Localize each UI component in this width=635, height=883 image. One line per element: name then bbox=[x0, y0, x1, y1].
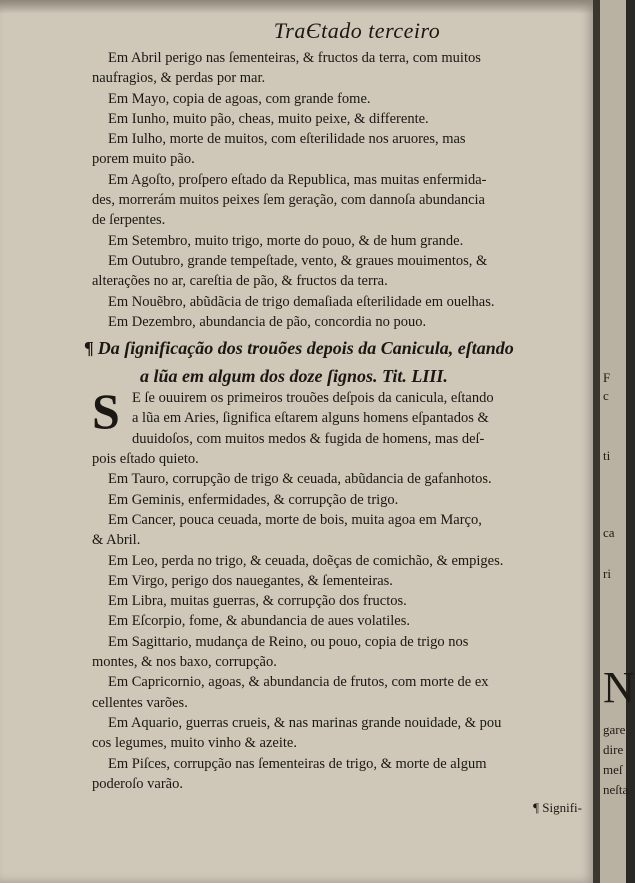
text-line: duuidoſos, com muitos medos & fugida de homens, mas deſ- bbox=[132, 430, 485, 447]
text-line: Em Eſcorpio, fome, & abundancia de aues volatiles. bbox=[108, 613, 410, 630]
text-line: Em Abril perigo nas ſementeiras, & fructos da terra, com muitos bbox=[108, 50, 481, 66]
text-line: Em Setembro, muito trigo, morte do pouo, & de hum grande. bbox=[108, 232, 464, 249]
text-line: Em Aquario, guerras crueis, & nas marinas grande nouidade, & pou bbox=[108, 714, 502, 731]
signs-list bbox=[92, 469, 582, 794]
running-header: TraЄtado terceiro bbox=[273, 18, 441, 43]
page-fragment: ca bbox=[603, 525, 615, 540]
text-line: porem muito pão. bbox=[92, 151, 195, 168]
page-fragment: c bbox=[603, 388, 609, 403]
page-fragment: neſta bbox=[603, 782, 629, 797]
section-title-line-1: Da ſignificação dos trouões depois da Canicula, eſtando bbox=[97, 338, 514, 359]
text-line: & Abril. bbox=[92, 532, 141, 549]
text-line: Em Mayo, copia de agoas, com grande fome. bbox=[108, 90, 371, 107]
text-line: E ſe ouuirem os primeiros trouões deſpois da canicula, eſtando bbox=[132, 390, 494, 407]
text-line: Em Agoſto, proſpero eſtado da Republica, mas muitas enfermida- bbox=[108, 171, 487, 188]
text-line: Em Libra, muitas guerras, & corrupção dos fructos. bbox=[108, 593, 407, 610]
catchword: ¶ Signifi- bbox=[533, 800, 582, 816]
right-page-edge bbox=[600, 0, 635, 883]
text-line: Em Capricornio, agoas, & abundancia de frutos, com morte de ex bbox=[108, 674, 489, 691]
text-line: pois eſtado quieto. bbox=[92, 451, 199, 468]
text-line: alterações no ar, careſtia de pão, & fructos da terra. bbox=[92, 273, 388, 290]
page-fragment: dire bbox=[603, 742, 624, 757]
page-fragment: meſ bbox=[603, 762, 623, 777]
text-line: de ſerpentes. bbox=[92, 212, 166, 229]
intro-paragraph bbox=[92, 383, 582, 469]
text-line: cellentes varões. bbox=[92, 694, 188, 711]
page-fragment: gare bbox=[603, 722, 626, 737]
text-line: Em Geminis, enfermidades, & corrupção de trigo. bbox=[108, 491, 399, 508]
section-title-line-2: a lũa em algum dos doze ſignos. Tit. LIII. bbox=[140, 366, 448, 387]
page-fragment: N bbox=[603, 663, 635, 712]
text-line: montes, & nos baxo, corrupção. bbox=[92, 654, 277, 671]
pilcrow-icon: ¶ bbox=[84, 338, 94, 359]
page-content bbox=[84, 18, 582, 816]
text-line: poderoſo varão. bbox=[92, 775, 183, 792]
text-line: naufragios, & perdas por mar. bbox=[92, 70, 266, 87]
text-line: des, morrerám muitos peixes ſem geração, com dannoſa abundancia bbox=[92, 192, 485, 209]
text-line: Em Tauro, corrupção de trigo & ceuada, abũdancia de gafanhotos. bbox=[108, 471, 492, 488]
text-line: Em Dezembro, abundancia de pão, concordia no pouo. bbox=[108, 313, 427, 330]
text-line: cos legumes, muito vinho & azeite. bbox=[92, 735, 297, 752]
text-line: Em Nouẽbro, abũdãcia de trigo demaſiada eſterilidade em ouelhas. bbox=[108, 293, 495, 310]
text-line: a lũa em Aries, ſignifica eſtarem alguns homens eſpantados & bbox=[132, 410, 489, 427]
page-fragment: ri bbox=[603, 566, 611, 581]
text-line: Em Cancer, pouca ceuada, morte de bois, muita agoa em Março, bbox=[108, 511, 482, 528]
text-line: Em Leo, perda no trigo, & ceuada, doẽças de comichão, & empiges. bbox=[108, 552, 504, 569]
section-title bbox=[84, 336, 582, 360]
text-line: Em Iulho, morte de muitos, com eſterilidade nos aruores, mas bbox=[108, 131, 466, 148]
text-line: Em Outubro, grande tempeſtade, vento, & graues mouimentos, & bbox=[108, 252, 488, 269]
drop-cap: S bbox=[92, 383, 120, 440]
text-line: Em Virgo, perigo dos nauegantes, & ſementeiras. bbox=[108, 572, 393, 589]
text-line: Em Iunho, muito pão, cheas, muito peixe, & differente. bbox=[108, 110, 429, 127]
page-fragment: F bbox=[603, 370, 611, 385]
page-fragment: ti bbox=[603, 448, 611, 463]
text-line: Em Piſces, corrupção nas ſementeiras de trigo, & morte de algum bbox=[108, 755, 487, 772]
text-line: Em Sagittario, mudança de Reino, ou pouo, copia de trigo nos bbox=[108, 633, 469, 650]
months-list bbox=[92, 48, 582, 332]
